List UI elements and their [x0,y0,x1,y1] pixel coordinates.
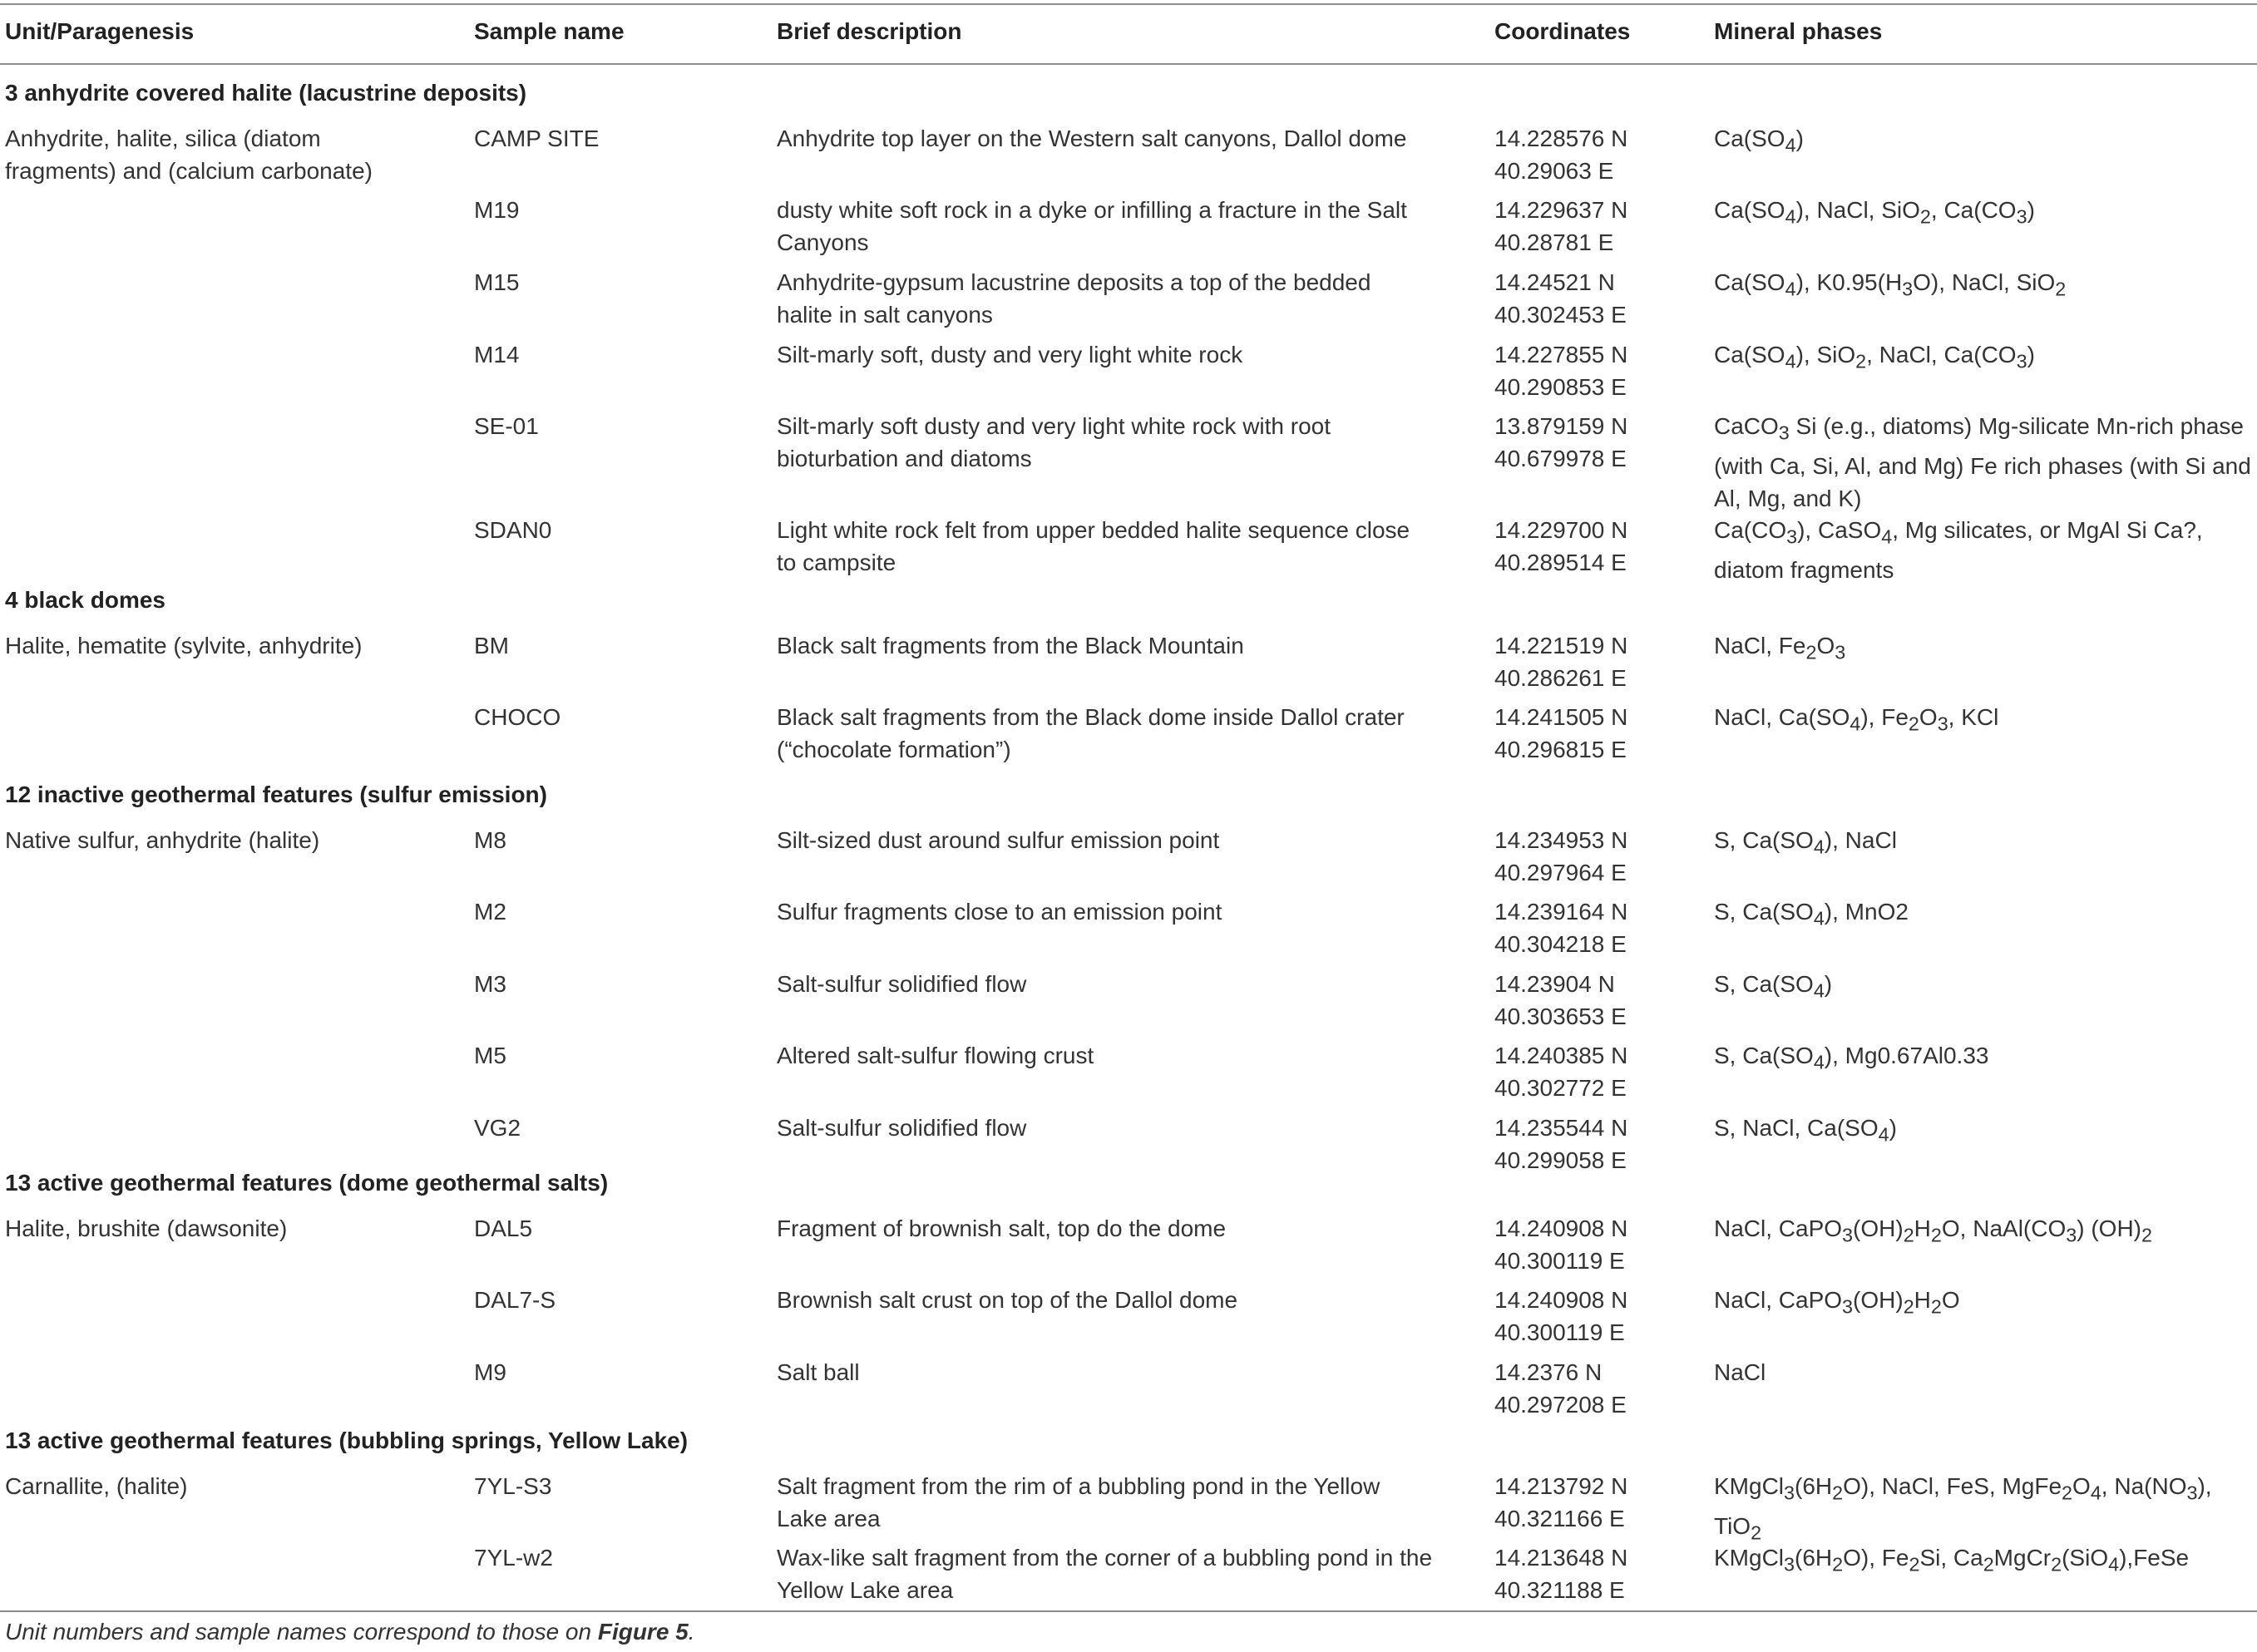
sample-name: M19 [474,197,520,223]
coordinates-cell [1494,629,1686,694]
description-line: Silt-marly soft, dusty and very light white rock [777,342,1243,367]
longitude: 40.297208 E [1494,1392,1627,1418]
unit-line: Halite, hematite (sylvite, anhydrite) [5,633,363,658]
description-line: to campsite [777,550,896,575]
mineral-phases: NaCl, $CaPO_3(OH)_2H_2O$ [1714,1287,1960,1318]
mineral-phases: $Ca(SO_4)$ [1714,126,1804,156]
unit-cell [5,824,437,856]
latitude: 14.240385 N [1494,1043,1628,1068]
latitude: 14.228576 N [1494,126,1628,151]
mineral-phases: CaCO$_3$ Si (e.g., diatoms) Mg-silicate Mn-rich phase (with Ca, Si, Al, and Mg) Fe rich phases (with Si and Al, Mg, and K) [1714,413,2251,511]
description-line: Canyons [777,229,869,255]
footnote-text: Unit numbers and sample names correspond to those on [5,1619,598,1645]
mineral-phases: $Ca(SO_4)$, NaCl, SiO$_2$, $Ca(CO_3)$ [1714,197,2035,228]
latitude: 14.239164 N [1494,899,1628,925]
coordinates-cell [1494,266,1686,331]
footnote-figure-ref: Figure 5 [597,1619,689,1645]
mineral-phases: S, NaCl, $Ca(SO_4)$ [1714,1115,1897,1146]
unit-line: Anhydrite, halite, silica (diatom [5,126,321,151]
description-cell [777,338,1467,371]
unit-cell [5,1470,437,1502]
coordinates-cell [1494,1112,1686,1176]
sample-name: CAMP SITE [474,126,600,151]
longitude: 40.302772 E [1494,1075,1627,1101]
coordinates-cell [1494,895,1686,960]
description-line: Lake area [777,1506,881,1531]
description-cell [777,629,1467,662]
longitude: 40.299058 E [1494,1147,1627,1173]
longitude: 40.302453 E [1494,302,1627,328]
sample-name: M15 [474,269,520,295]
description-cell [777,1212,1467,1245]
longitude: 40.303653 E [1494,1004,1627,1029]
latitude: 14.234953 N [1494,827,1628,853]
sample-name: SE-01 [474,413,539,439]
unit-line: Carnallite, (halite) [5,1473,188,1499]
description-cell [777,194,1467,259]
section-title: 12 inactive geothermal features (sulfur emission) [5,782,547,807]
latitude: 14.227855 N [1494,342,1628,367]
coordinates-cell [1494,968,1686,1033]
table-footnote [5,1619,695,1645]
description-cell [777,266,1467,331]
latitude: 14.229637 N [1494,197,1628,223]
section-title: 3 anhydrite covered halite (lacustrine deposits) [5,80,527,106]
sample-name: BM [474,633,509,658]
mineral-phases: NaCl, $Fe_2O_3$ [1714,633,1846,663]
latitude: 14.213648 N [1494,1545,1628,1571]
longitude: 40.290853 E [1494,374,1627,400]
description-line: Salt fragment from the rim of a bubbling pond in the Yellow [777,1473,1380,1499]
mineral-phases: S, $Ca(SO_4)$, Mg0.67Al0.33 [1714,1043,1989,1073]
sample-name: M8 [474,827,506,853]
description-line: Altered salt-sulfur flowing crust [777,1043,1094,1068]
top-rule [0,3,2257,5]
mineral-phases: NaCl [1714,1359,1766,1385]
description-line: Fragment of brownish salt, top do the dome [777,1216,1227,1241]
coordinates-cell [1494,122,1686,187]
coordinates-cell [1494,1470,1686,1535]
longitude: 40.304218 E [1494,931,1627,957]
latitude: 14.229700 N [1494,517,1628,543]
mineral-phases: $KMgCl_3(6H_2O)$, $Fe_2Si$, $Ca_2MgCr_2(SiO_4),FeSe$ [1714,1545,2190,1576]
description-cell [777,1541,1467,1606]
coordinates-cell [1494,1284,1686,1349]
description-line: bioturbation and diatoms [777,446,1032,471]
latitude: 14.241505 N [1494,704,1628,730]
latitude: 14.240908 N [1494,1216,1628,1241]
section-title: 4 black domes [5,587,165,613]
description-line: dusty white soft rock in a dyke or infilling a fracture in the Salt [777,197,1407,223]
header-unit: Unit/Paragenesis [5,18,195,44]
description-line: Anhydrite-gypsum lacustrine deposits a top of the bedded [777,269,1371,295]
description-cell [777,122,1467,155]
sample-name: DAL7-S [474,1287,556,1313]
coordinates-cell [1494,701,1686,766]
longitude: 40.679978 E [1494,446,1627,471]
description-line: (“chocolate formation”) [777,737,1011,762]
coordinates-cell [1494,1039,1686,1104]
mineral-phases: S, $Ca(SO_4)$, MnO2 [1714,899,1909,930]
latitude: 13.879159 N [1494,413,1628,439]
description-line: Sulfur fragments close to an emission point [777,899,1222,925]
description-line: Salt ball [777,1359,860,1385]
mineral-phases: $Ca(CO_3)$, CaSO$_4$, Mg silicates, or MgAl Si Ca?, diatom fragments [1714,517,2203,583]
latitude: 14.213792 N [1494,1473,1628,1499]
section-title: 13 active geothermal features (bubbling springs, Yellow Lake) [5,1428,689,1453]
mineral-phases: $Ca(SO_4)$, SiO$_2$, NaCl, $Ca(CO_3)$ [1714,342,2035,372]
latitude: 14.235544 N [1494,1115,1628,1141]
description-cell [777,1356,1467,1388]
longitude: 40.300119 E [1494,1248,1625,1274]
description-cell [777,824,1467,856]
description-cell [777,1039,1467,1072]
longitude: 40.296815 E [1494,737,1627,762]
mineral-phases: NaCl, $Ca(SO_4)$, $Fe_2O_3$, KCl [1714,704,1999,735]
sample-name: M3 [474,971,506,997]
header-sample: Sample name [474,18,625,44]
description-line: Yellow Lake area [777,1577,954,1603]
coordinates-cell [1494,514,1686,579]
longitude: 40.28781 E [1494,229,1614,255]
header-rule [0,63,2257,65]
mineral-phases: S, $Ca(SO_4)$, NaCl [1714,827,1897,858]
sample-name: 7YL-w2 [474,1545,553,1571]
longitude: 40.300119 E [1494,1319,1625,1345]
sample-name: 7YL-S3 [474,1473,552,1499]
description-line: Brownish salt crust on top of the Dallol dome [777,1287,1238,1313]
coordinates-cell [1494,338,1686,403]
description-line: Silt-sized dust around sulfur emission point [777,827,1220,853]
unit-cell [5,629,437,662]
unit-line: Native sulfur, anhydrite (halite) [5,827,320,853]
description-cell [777,514,1467,579]
sample-name: M5 [474,1043,506,1068]
description-cell [777,410,1467,475]
longitude: 40.29063 E [1494,158,1614,184]
latitude: 14.24521 N [1494,269,1615,295]
description-line: Black salt fragments from the Black dome inside Dallol crater [777,704,1405,730]
sample-name: M9 [474,1359,506,1385]
header-description: Brief description [777,18,962,44]
coordinates-cell [1494,1212,1686,1277]
latitude: 14.2376 N [1494,1359,1603,1385]
sample-name: DAL5 [474,1216,533,1241]
sample-name: SDAN0 [474,517,552,543]
header-coordinates: Coordinates [1494,18,1631,44]
description-cell [777,1112,1467,1144]
description-line: Light white rock felt from upper bedded halite sequence close [777,517,1410,543]
unit-cell [5,1212,437,1245]
coordinates-cell [1494,1356,1686,1421]
description-cell [777,895,1467,928]
description-cell [777,1470,1467,1535]
sample-name: M2 [474,899,506,925]
description-line: Black salt fragments from the Black Mountain [777,633,1244,658]
latitude: 14.221519 N [1494,633,1628,658]
description-line: Salt-sulfur solidified flow [777,1115,1027,1141]
footnote-end: . [688,1619,695,1645]
coordinates-cell [1494,1541,1686,1606]
longitude: 40.321188 E [1494,1577,1625,1603]
description-line: Salt-sulfur solidified flow [777,971,1027,997]
unit-line: Halite, brushite (dawsonite) [5,1216,288,1241]
section-title: 13 active geothermal features (dome geothermal salts) [5,1170,609,1196]
description-line: Wax-like salt fragment from the corner of a bubbling pond in the [777,1545,1433,1571]
longitude: 40.286261 E [1494,665,1627,691]
description-line: Anhydrite top layer on the Western salt canyons, Dallol dome [777,126,1407,151]
mineral-phases: $Ca(SO_4)$, $K0.95(H_3O)$, NaCl, SiO$_2$ [1714,269,2067,300]
bottom-rule [0,1610,2257,1612]
unit-cell [5,122,437,187]
sample-name: CHOCO [474,704,561,730]
mineral-phases: NaCl, $CaPO_3(OH)_2H_2O$, $NaAl(CO_3)$ $(OH)_2$ [1714,1216,2152,1246]
description-cell [777,968,1467,1000]
description-cell [777,701,1467,766]
mineral-phases: $KMgCl_3(6H_2O)$, NaCl, FeS, $MgFe_2O_4$, $Na(NO_3)$, TiO$_2$ [1714,1473,2212,1544]
longitude: 40.321166 E [1494,1506,1625,1531]
coordinates-cell [1494,410,1686,475]
coordinates-cell [1494,194,1686,259]
description-line: Silt-marly soft dusty and very light white rock with root [777,413,1331,439]
longitude: 40.289514 E [1494,550,1627,575]
latitude: 14.240908 N [1494,1287,1628,1313]
header-minerals: Mineral phases [1714,18,1883,44]
sample-name: M14 [474,342,520,367]
description-line: halite in salt canyons [777,302,993,328]
mineral-phases: S, $Ca(SO_4)$ [1714,971,1833,1002]
sample-name: VG2 [474,1115,521,1141]
unit-line: fragments) and (calcium carbonate) [5,158,373,184]
latitude: 14.23904 N [1494,971,1615,997]
description-cell [777,1284,1467,1316]
longitude: 40.297964 E [1494,860,1627,885]
coordinates-cell [1494,824,1686,889]
